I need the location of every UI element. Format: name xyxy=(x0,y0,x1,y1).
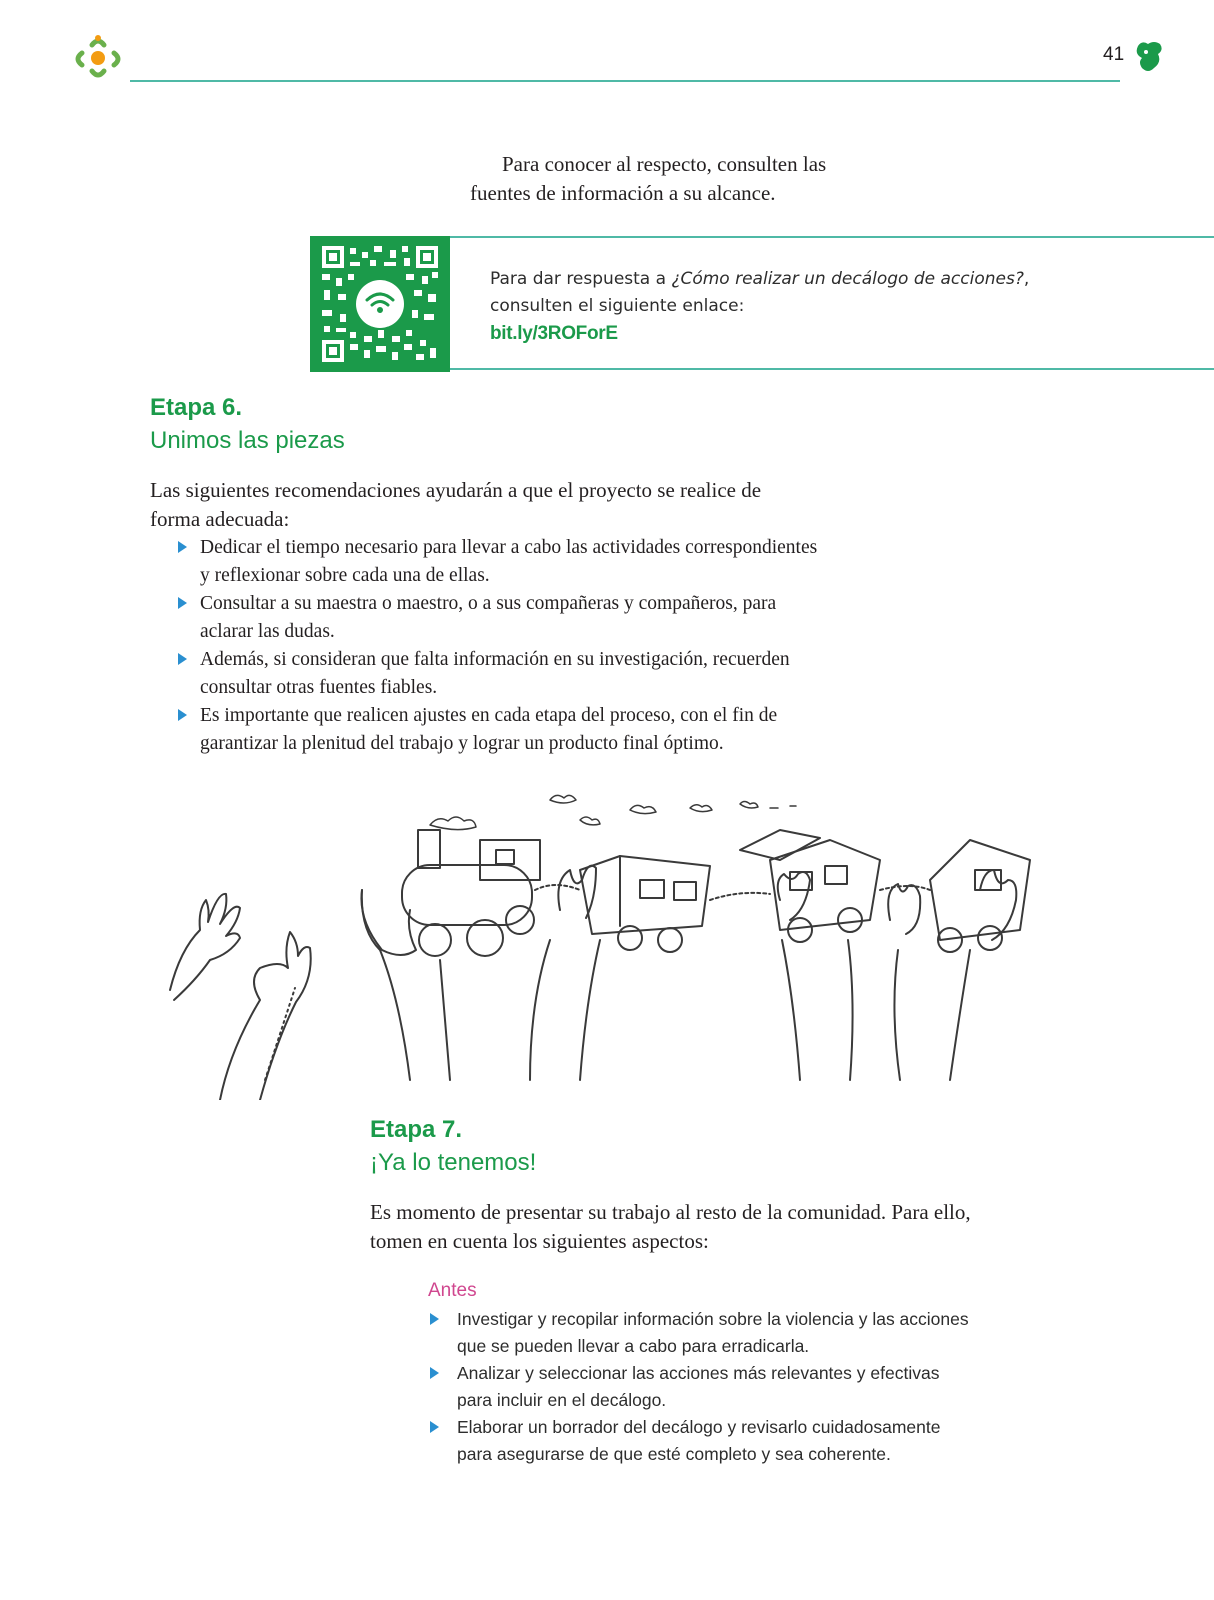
list-item-text: Consultar a su maestra o maestro, o a sus compañeras y compañeros, para aclarar las dudas. xyxy=(200,593,777,642)
list-item-text: Dedicar el tiempo necesario para llevar a cabo las actividades correspondientes y reflexionar sobre cada una de ellas. xyxy=(200,537,818,586)
bullet-triangle-icon xyxy=(178,541,187,553)
list-item-text: Analizar y seleccionar las acciones más relevantes y efectivas para incluir en el decálogo. xyxy=(457,1363,940,1410)
list-item xyxy=(430,1306,970,1360)
resource-line-2: consulten el siguiente enlace: xyxy=(490,296,745,316)
green-glyph-icon xyxy=(1134,40,1164,74)
stage-6-paragraph: Las siguientes recomendaciones ayudarán a que el proyecto se realice de forma adecuada: xyxy=(150,478,762,531)
list-item xyxy=(178,646,818,702)
list-item-text: Además, si consideran que falta información en su investigación, recuerden consultar otras fuentes fiables. xyxy=(200,649,790,698)
list-item xyxy=(178,534,818,590)
bullet-triangle-icon xyxy=(430,1313,439,1325)
stage-6-number: Etapa 6. xyxy=(150,394,243,421)
resource-text-after: , xyxy=(1023,269,1030,289)
stage-7-heading xyxy=(370,1114,536,1180)
qr-code-panel xyxy=(310,236,450,372)
intro-line-2: fuentes de información a su alcance. xyxy=(470,181,776,205)
bullet-triangle-icon xyxy=(178,653,187,665)
stage-6-recommendations-list xyxy=(178,534,818,758)
bullet-triangle-icon xyxy=(430,1421,439,1433)
hands-holding-toy-train-illustration xyxy=(150,780,1040,1100)
bullet-triangle-icon xyxy=(178,709,187,721)
stage-6-subtitle: Unimos las piezas xyxy=(150,427,345,454)
resource-text xyxy=(490,266,1190,347)
list-item-text: Investigar y recopilar información sobre la violencia y las acciones que se pueden llevar a cabo para erradicarla. xyxy=(457,1309,969,1356)
stage-6-heading xyxy=(150,392,345,458)
list-item xyxy=(430,1414,970,1468)
page-number: 41 xyxy=(1103,44,1125,65)
list-item xyxy=(178,702,818,758)
header-rule xyxy=(130,80,1120,82)
flower-logo-icon xyxy=(72,33,124,83)
resource-text-before: Para dar respuesta a xyxy=(490,269,672,289)
list-item-text: Es importante que realicen ajustes en cada etapa del proceso, con el fin de garantizar la plenitud del trabajo y lograr un producto final óptimo. xyxy=(200,705,778,754)
list-item xyxy=(430,1360,970,1414)
list-item xyxy=(178,590,818,646)
stage-7-number: Etapa 7. xyxy=(370,1116,463,1143)
resource-question: ¿Cómo realizar un decálogo de acciones? xyxy=(671,269,1024,289)
resource-link-box xyxy=(450,236,1214,370)
resource-url-link[interactable]: bit.ly/3ROForE xyxy=(490,323,618,344)
stage-7-subtitle: ¡Ya lo tenemos! xyxy=(370,1149,537,1176)
bullet-triangle-icon xyxy=(430,1367,439,1379)
stage-7-paragraph: Es momento de presentar su trabajo al resto de la comunidad. Para ello, tomen en cuenta los siguientes aspectos: xyxy=(370,1200,971,1253)
before-heading: Antes xyxy=(428,1280,477,1301)
stage-7-before-list xyxy=(430,1306,970,1468)
intro-line-1: Para conocer al respecto, consulten las xyxy=(502,152,827,176)
bullet-triangle-icon xyxy=(178,597,187,609)
qr-code-icon xyxy=(320,244,440,364)
list-item-text: Elaborar un borrador del decálogo y revisarlo cuidadosamente para asegurarse de que esté completo y sea coherente. xyxy=(457,1417,941,1464)
intro-text xyxy=(470,150,890,208)
